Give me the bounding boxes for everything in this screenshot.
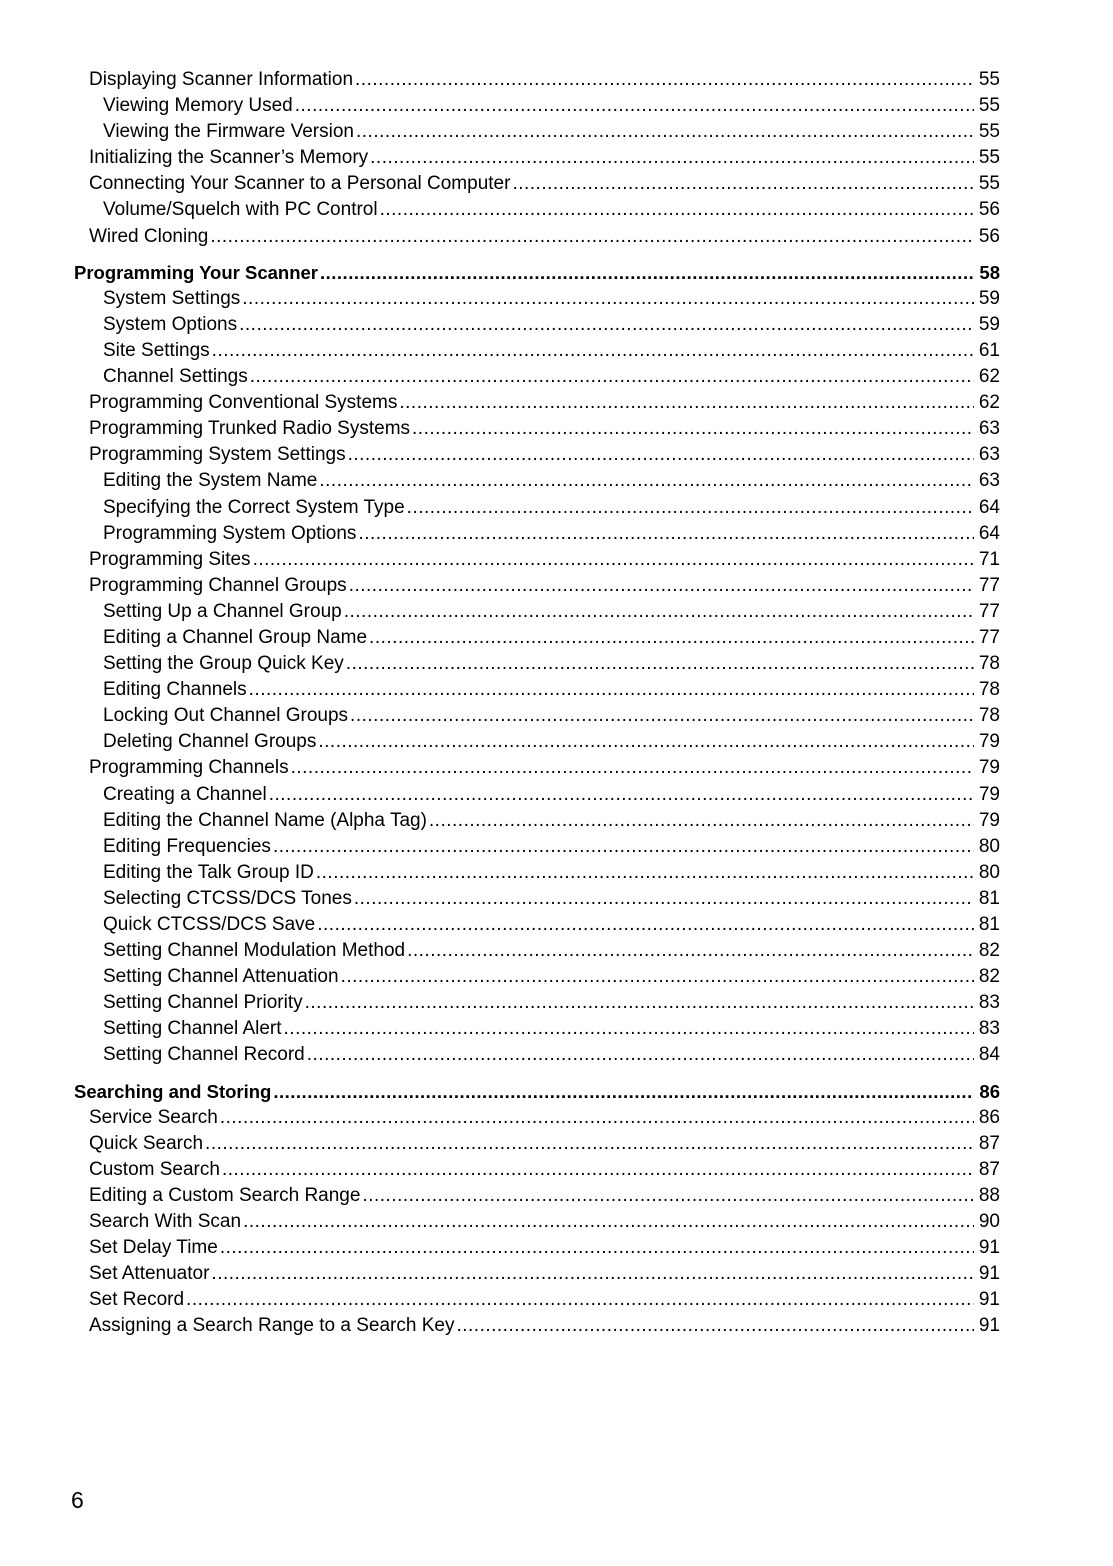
toc-entry-page: 80 [978, 861, 1000, 883]
toc-entry-title: Creating a Channel [103, 783, 267, 805]
toc-entry [74, 808, 1000, 834]
toc-entry-title: Service Search [89, 1106, 218, 1128]
toc-dot-leader [269, 782, 974, 808]
toc-dot-leader [253, 547, 974, 573]
toc-entry [74, 1313, 1000, 1339]
toc-entry-page: 77 [978, 626, 1000, 648]
toc-entry-title: Editing Frequencies [103, 835, 271, 857]
toc-dot-leader [273, 834, 974, 860]
toc-entry-title: Programming Channel Groups [89, 574, 347, 596]
toc-entry [74, 1042, 1000, 1068]
toc-entry [74, 677, 1000, 703]
toc-dot-leader [210, 224, 974, 250]
toc-entry-title: Set Record [89, 1289, 185, 1311]
toc-entry-title: Programming System Settings [89, 444, 346, 466]
toc-entry [74, 338, 1000, 364]
toc-entry-title: Setting the Group Quick Key [103, 653, 344, 675]
toc-entry [74, 1157, 1000, 1183]
toc-entry [74, 286, 1000, 312]
toc-entry [74, 224, 1000, 250]
toc-entry-page: 91 [978, 1237, 1000, 1259]
toc-entry-page: 86 [979, 1080, 1000, 1102]
toc-entry-page: 55 [978, 95, 1000, 117]
toc-entry-page: 55 [978, 147, 1000, 169]
toc-entry-title: Viewing Memory Used [103, 95, 293, 117]
toc-entry-title: Editing the System Name [103, 470, 318, 492]
toc-entry [74, 1105, 1000, 1131]
toc-entry-page: 59 [978, 313, 1000, 335]
toc-entry-title: Assigning a Search Range to a Search Key [89, 1315, 455, 1337]
toc-entry [74, 651, 1000, 677]
page-number: 6 [71, 1487, 84, 1513]
toc-entry-title: Wired Cloning [89, 225, 209, 247]
toc-entry-page: 56 [978, 225, 1000, 247]
toc-entry [74, 521, 1000, 547]
toc-dot-leader [350, 703, 974, 729]
toc-dot-leader [205, 1131, 974, 1157]
toc-entry-page: 83 [978, 992, 1000, 1014]
toc-entry [74, 67, 1000, 93]
toc-entry-title: Setting Channel Priority [103, 992, 303, 1014]
toc-entry [74, 390, 1000, 416]
toc-entry-title: Search With Scan [89, 1211, 242, 1233]
toc-entry [74, 1131, 1000, 1157]
toc-entry-title: Setting Channel Alert [103, 1018, 282, 1040]
toc-entry-title: Quick CTCSS/DCS Save [103, 914, 316, 935]
toc-entry-title: Initializing the Scanner’s Memory [89, 147, 369, 169]
toc-entry [74, 547, 1000, 573]
toc-dot-leader [429, 808, 974, 834]
toc-entry-title: Setting Channel Record [103, 1044, 305, 1066]
toc-dot-leader [346, 651, 974, 677]
toc-entry-page: 78 [978, 679, 1000, 701]
toc-dot-leader [344, 599, 974, 625]
toc-entry-title: Set Delay Time [89, 1237, 218, 1259]
toc-entry-title: Custom Search [89, 1158, 220, 1180]
toc-dot-leader [249, 677, 974, 703]
toc-entry-page: 86 [978, 1106, 1000, 1128]
toc-entry [74, 729, 1000, 755]
toc-dot-leader [356, 119, 974, 145]
toc-entry-title: System Settings [103, 287, 241, 309]
toc-dot-leader [316, 860, 974, 886]
toc-entry-title: Programming Your Scanner [74, 261, 318, 283]
toc-dot-leader [341, 964, 974, 990]
toc-dot-leader [305, 990, 974, 1016]
toc-dot-leader [284, 1016, 974, 1042]
toc-chapter-entry [74, 260, 1000, 286]
toc-entry [74, 197, 1000, 223]
toc-entry-page: 63 [978, 444, 1000, 466]
toc-entry-page: 58 [979, 261, 1000, 283]
toc-entry [74, 93, 1000, 119]
toc-dot-leader [295, 93, 974, 119]
toc-entry [74, 364, 1000, 390]
toc-dot-leader [307, 1042, 974, 1068]
toc-entry-page: 55 [978, 121, 1000, 143]
table-of-contents [74, 67, 1000, 1340]
toc-entry [74, 1287, 1000, 1313]
toc-entry-title: Editing the Channel Name (Alpha Tag) [103, 809, 427, 831]
toc-entry [74, 938, 1000, 964]
toc-dot-leader [362, 1183, 974, 1209]
toc-dot-leader [243, 1209, 974, 1235]
toc-entry [74, 119, 1000, 145]
toc-dot-leader [348, 442, 974, 468]
toc-entry-title: Setting Channel Modulation Method [103, 940, 406, 962]
toc-entry [74, 703, 1000, 729]
toc-entry-page: 91 [978, 1263, 1000, 1285]
toc-dot-leader [317, 912, 974, 938]
toc-dot-leader [239, 312, 974, 338]
toc-entry-title: Programming Conventional Systems [89, 392, 398, 414]
toc-entry-title: Programming Trunked Radio Systems [89, 418, 411, 440]
toc-dot-leader [318, 729, 974, 755]
toc-entry-title: Searching and Storing [74, 1080, 272, 1102]
toc-dot-leader [220, 1105, 974, 1131]
toc-entry [74, 442, 1000, 468]
toc-entry [74, 1183, 1000, 1209]
toc-entry-page: 81 [978, 887, 1000, 909]
toc-entry-page: 80 [978, 835, 1000, 857]
toc-entry-title: Selecting CTCSS/DCS Tones [103, 887, 352, 909]
toc-entry-title: Programming System Options [103, 522, 357, 544]
toc-entry-title: Viewing the Firmware Version [103, 121, 354, 143]
toc-entry-title: Channel Settings [103, 366, 248, 388]
toc-dot-leader [380, 197, 974, 223]
toc-entry-page: 88 [978, 1184, 1000, 1206]
toc-entry [74, 416, 1000, 442]
toc-dot-leader [358, 521, 974, 547]
toc-dot-leader [399, 390, 974, 416]
toc-entry-page: 63 [978, 470, 1000, 492]
toc-entry-page: 83 [978, 1018, 1000, 1040]
toc-entry-title: Editing the Talk Group ID [103, 861, 314, 883]
toc-entry-page: 56 [978, 199, 1000, 221]
toc-entry [74, 1235, 1000, 1261]
toc-dot-leader [354, 886, 974, 912]
toc-entry [74, 599, 1000, 625]
toc-entry-title: Editing Channels [103, 679, 247, 701]
toc-dot-leader [370, 145, 974, 171]
toc-entry-page: 90 [978, 1211, 1000, 1233]
toc-entry [74, 912, 1000, 938]
toc-dot-leader [407, 495, 974, 521]
toc-entry-title: Setting Up a Channel Group [103, 600, 342, 622]
toc-entry [74, 990, 1000, 1016]
toc-entry-title: Displaying Scanner Information [89, 69, 354, 90]
toc-dot-leader [456, 1313, 974, 1339]
toc-dot-leader [222, 1157, 974, 1183]
toc-entry-page: 79 [978, 783, 1000, 805]
toc-dot-leader [319, 468, 974, 494]
toc-entry-page: 77 [978, 574, 1000, 596]
toc-entry-page: 91 [978, 1315, 1000, 1337]
toc-entry-title: Connecting Your Scanner to a Personal Computer [89, 173, 511, 195]
toc-entry-page: 63 [978, 418, 1000, 440]
toc-entry-page: 81 [978, 914, 1000, 935]
toc-entry [74, 755, 1000, 781]
toc-dot-leader [186, 1287, 974, 1313]
toc-entry [74, 964, 1000, 990]
toc-entry-page: 59 [978, 287, 1000, 309]
toc-entry-page: 82 [978, 940, 1000, 962]
toc-entry-title: Editing a Custom Search Range [89, 1184, 361, 1206]
toc-entry-page: 64 [978, 496, 1000, 518]
toc-entry-title: System Options [103, 313, 238, 335]
toc-dot-leader [211, 1261, 974, 1287]
toc-entry-page: 64 [978, 522, 1000, 544]
toc-entry-title: Volume/Squelch with PC Control [103, 199, 378, 221]
toc-entry [74, 1016, 1000, 1042]
toc-dot-leader [320, 260, 974, 286]
toc-entry-page: 78 [978, 705, 1000, 727]
toc-entry [74, 834, 1000, 860]
toc-chapter-entry [74, 1079, 1000, 1105]
toc-entry [74, 1261, 1000, 1287]
toc-dot-leader [412, 416, 974, 442]
toc-entry-title: Setting Channel Attenuation [103, 966, 339, 988]
toc-dot-leader [212, 338, 974, 364]
toc-entry [74, 171, 1000, 197]
toc-entry-title: Locking Out Channel Groups [103, 705, 349, 727]
toc-entry-page: 77 [978, 600, 1000, 622]
toc-entry-title: Programming Channels [89, 757, 289, 779]
toc-entry-page: 82 [978, 966, 1000, 988]
toc-entry-title: Quick Search [89, 1132, 204, 1154]
toc-entry-page: 79 [978, 809, 1000, 831]
toc-entry-page: 55 [978, 173, 1000, 195]
toc-dot-leader [220, 1235, 974, 1261]
toc-entry-page: 84 [978, 1044, 1000, 1066]
toc-entry [74, 312, 1000, 338]
toc-entry-title: Deleting Channel Groups [103, 731, 317, 753]
toc-dot-leader [273, 1079, 974, 1105]
toc-entry-page: 62 [978, 392, 1000, 414]
toc-entry [74, 145, 1000, 171]
toc-dot-leader [369, 625, 974, 651]
toc-entry-title: Set Attenuator [89, 1263, 210, 1285]
toc-entry-page: 91 [978, 1289, 1000, 1311]
toc-dot-leader [291, 755, 974, 781]
toc-entry [74, 625, 1000, 651]
toc-entry-title: Editing a Channel Group Name [103, 626, 368, 648]
toc-dot-leader [355, 67, 974, 93]
toc-entry [74, 782, 1000, 808]
toc-entry-page: 78 [978, 653, 1000, 675]
toc-entry-page: 55 [978, 69, 1000, 90]
toc-entry [74, 1209, 1000, 1235]
toc-dot-leader [349, 573, 974, 599]
toc-dot-leader [407, 938, 974, 964]
toc-entry-title: Programming Sites [89, 548, 251, 570]
toc-entry-page: 71 [978, 548, 1000, 570]
toc-entry-page: 87 [978, 1158, 1000, 1180]
toc-entry-title: Site Settings [103, 339, 210, 361]
toc-dot-leader [512, 171, 974, 197]
toc-entry [74, 468, 1000, 494]
toc-entry-page: 62 [978, 366, 1000, 388]
toc-entry-title: Specifying the Correct System Type [103, 496, 405, 518]
toc-entry [74, 886, 1000, 912]
toc-entry [74, 860, 1000, 886]
toc-entry [74, 495, 1000, 521]
toc-entry-page: 79 [978, 731, 1000, 753]
toc-dot-leader [242, 286, 974, 312]
toc-entry-page: 87 [978, 1132, 1000, 1154]
toc-dot-leader [250, 364, 974, 390]
toc-entry-page: 61 [978, 339, 1000, 361]
toc-entry [74, 573, 1000, 599]
toc-entry-page: 79 [978, 757, 1000, 779]
